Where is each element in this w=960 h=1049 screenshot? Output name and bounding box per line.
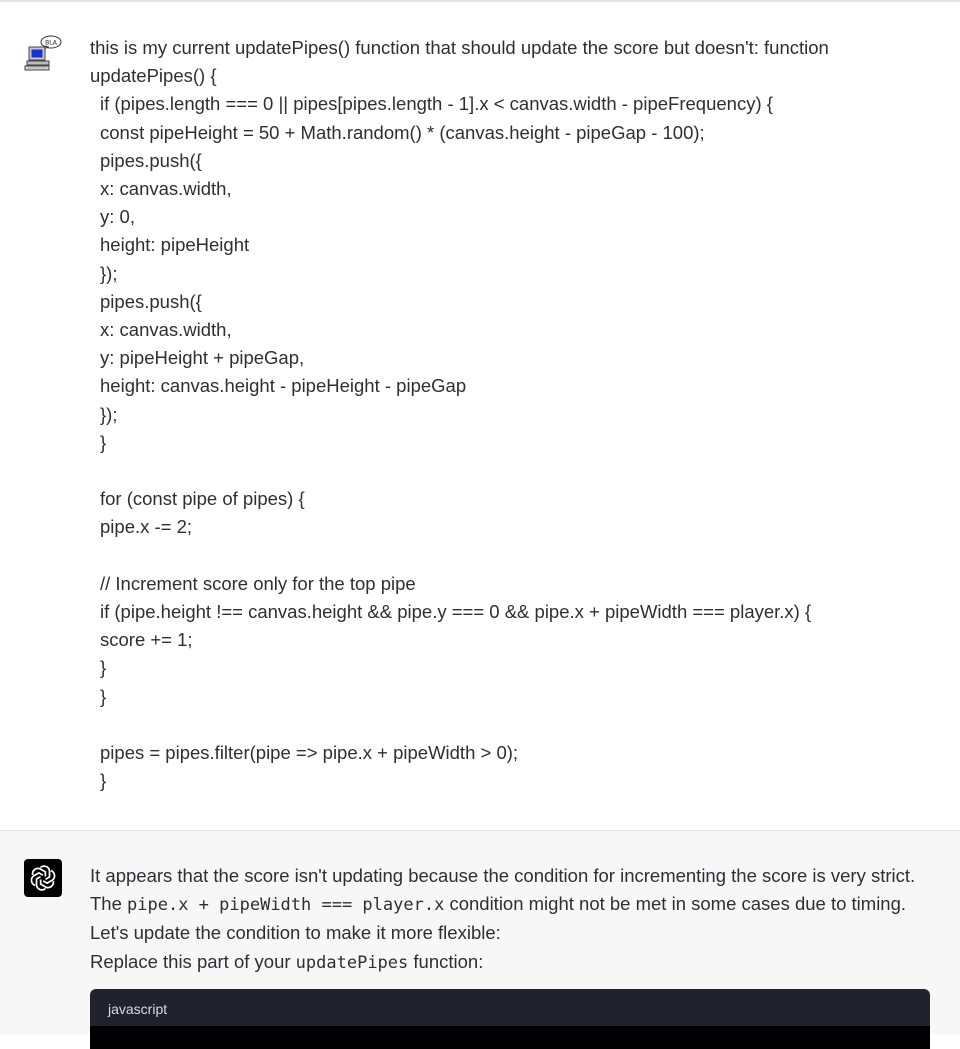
message-line: score += 1; (100, 629, 193, 651)
inline-code: pipe.x + pipeWidth === player.x (127, 895, 445, 916)
message-line: height: pipeHeight (100, 234, 250, 256)
message-line: pipes.push({ (100, 290, 202, 312)
message-line: x: canvas.width, (100, 178, 232, 200)
assistant-message-turn (0, 831, 960, 1034)
reply-paragraph-2: Replace this part of your updatePipes function: (90, 950, 484, 973)
user-message-turn (0, 2, 960, 831)
code-block-body (90, 1026, 930, 1049)
message-line: y: 0, (100, 206, 135, 228)
message-line (90, 711, 938, 739)
assistant-message-text (90, 862, 936, 977)
reply-paragraph-1: It appears that the score isn't updating because the condition for incrementing the score is very strict. The pipe.x + pipeWidth === player.x condition might not be met in some cases due to timing. Let's update the condition to make it more flexible: (90, 865, 916, 944)
message-line: } (100, 770, 107, 792)
message-line: y: pipeHeight + pipeGap, (100, 347, 305, 369)
message-line: } (100, 431, 107, 453)
message-line: for (const pipe of pipes) { (100, 488, 305, 510)
message-line: pipes = pipes.filter(pipe => pipe.x + pipeWidth > 0); (100, 742, 519, 764)
message-line: this is my current updatePipes() function that should update the score but doesn't: function (90, 37, 829, 58)
user-message-text (90, 34, 938, 795)
message-line: }); (100, 403, 118, 425)
message-line: } (100, 657, 107, 679)
message-line (90, 542, 938, 570)
message-line: if (pipes.length === 0 || pipes[pipes.length - 1].x < canvas.width - pipeFrequency) { (100, 93, 773, 115)
svg-text:BLA: BLA (45, 39, 57, 47)
message-line: updatePipes() { (90, 65, 217, 87)
message-line: x: canvas.width, (100, 319, 232, 341)
retro-computer-avatar-icon (24, 34, 64, 74)
message-line: height: canvas.height - pipeHeight - pipeGap (100, 375, 467, 397)
message-line: pipes.push({ (100, 149, 202, 171)
message-line: const pipeHeight = 50 + Math.random() * (canvas.height - pipeGap - 100); (100, 121, 705, 143)
inline-code: updatePipes (295, 952, 409, 973)
message-line: // Increment score only for the top pipe (100, 572, 416, 594)
message-line: }); (100, 262, 118, 284)
openai-logo-icon (24, 859, 62, 897)
message-line: } (100, 685, 107, 707)
message-line (90, 457, 938, 485)
code-language-label: javascript (108, 1001, 168, 1017)
message-line: if (pipe.height !== canvas.height && pipe.y === 0 && pipe.x + pipeWidth === player.x) { (100, 601, 812, 623)
code-block (90, 989, 930, 1049)
message-line: pipe.x -= 2; (100, 516, 193, 538)
